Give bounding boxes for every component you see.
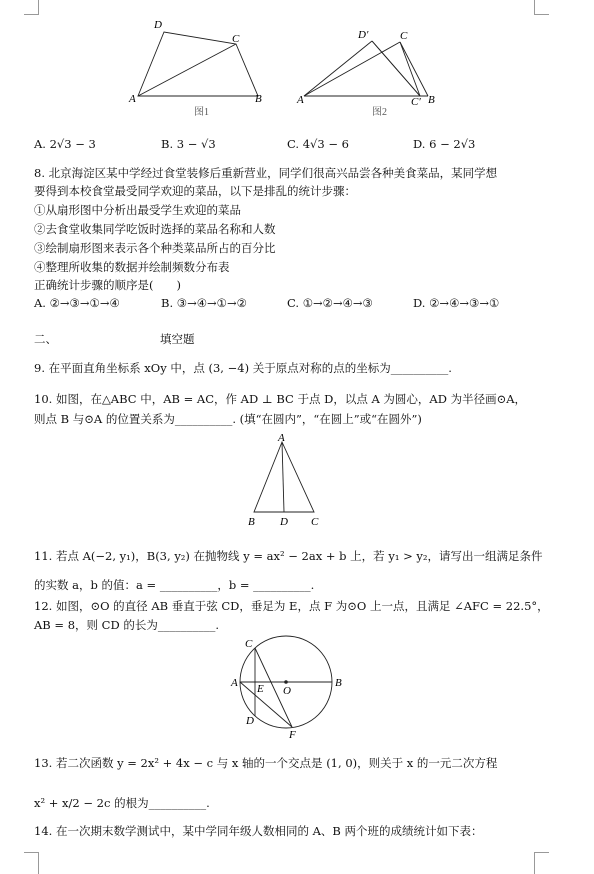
circ-label-A: A xyxy=(231,677,238,689)
fig1-label-A: A xyxy=(129,93,136,105)
q14-text: 14. 在一次期末数学测试中，某中学同年级人数相同的 A、B 两个班的成绩统计如下表： xyxy=(34,824,483,838)
q12-line-2: AB = 8，则 CD 的长为__________. xyxy=(34,618,220,632)
fig1-label-D: D xyxy=(154,19,162,31)
fig1-label-B: B xyxy=(255,93,262,105)
q7-option-c: C. 4√3 − 6 xyxy=(287,137,349,151)
circ-label-C: C xyxy=(245,638,253,650)
q8-prompt: 正确统计步骤的顺序是( ) xyxy=(34,278,181,292)
fig2-label-B: B xyxy=(428,94,435,106)
triangle-figure xyxy=(240,430,340,530)
crop-mark-bottom-right xyxy=(534,852,535,874)
figure-2 xyxy=(304,41,428,96)
q8-line-2: 要得到本校食堂最受同学欢迎的菜品，以下是排乱的统计步骤： xyxy=(34,184,356,198)
q8-option-a: A. ②→③→①→④ xyxy=(34,296,120,310)
section-2-title: 填空题 xyxy=(160,332,195,346)
q10-line-1: 10. 如图，在△ABC 中，AB = AC，作 AD ⊥ BC 于点 D，以点 A 为圆心，AD 为半径画⊙A， xyxy=(34,392,527,406)
crop-mark-top-left xyxy=(38,0,39,14)
tri-label-B: B xyxy=(248,516,255,528)
circ-label-B: B xyxy=(335,677,342,689)
crop-mark-top-right xyxy=(534,0,535,14)
q9-text: 9. 在平面直角坐标系 xOy 中，点 (3, −4) 关于原点对称的点的坐标为__________. xyxy=(34,361,452,375)
crop-mark-bottom-right-h xyxy=(534,852,549,853)
q8-option-b: B. ③→④→①→② xyxy=(161,296,247,310)
crop-mark-bottom-left-h xyxy=(24,852,39,853)
q13-line-1: 13. 若二次函数 y = 2x² + 4x − c 与 x 轴的一个交点是 (1, 0)，则关于 x 的一元二次方程 xyxy=(34,756,498,770)
tri-label-D: D xyxy=(280,516,288,528)
section-2-number: 二、 xyxy=(34,332,57,346)
circ-label-O: O xyxy=(283,685,291,697)
q8-line-1: 8. 北京海淀区某中学经过食堂装修后重新营业，同学们很高兴品尝各种美食菜品，某同学想 xyxy=(34,166,498,180)
q10-line-2: 则点 B 与⊙A 的位置关系为__________. (填“在圆内”，“在圆上”或“在圆外”) xyxy=(34,412,422,426)
q8-step-1: ①从扇形图中分析出最受学生欢迎的菜品 xyxy=(34,203,241,217)
circ-label-E: E xyxy=(257,683,264,695)
figures-1-2 xyxy=(120,12,450,122)
q11-line-1: 11. 若点 A(−2, y₁)，B(3, y₂) 在抛物线 y = ax² − 2ax + b 上，若 y₁ > y₂，请写出一组满足条件 xyxy=(34,549,543,563)
crop-mark-top-left-h xyxy=(24,14,39,15)
fig2-label-Dp: D′ xyxy=(358,29,369,41)
q13-line-2: x² + x/2 − 2c 的根为__________. xyxy=(34,796,210,810)
q12-line-1: 12. 如图，⊙O 的直径 AB 垂直于弦 CD，垂足为 E，点 F 为⊙O 上一点，且满足 ∠AFC = 22.5°， xyxy=(34,599,549,613)
fig2-caption: 图2 xyxy=(372,107,387,118)
crop-mark-bottom-left xyxy=(38,852,39,874)
q8-step-3: ③绘制扇形图来表示各个种类菜品所占的百分比 xyxy=(34,241,276,255)
circ-label-D: D xyxy=(246,715,254,727)
q8-option-d: D. ②→④→③→① xyxy=(413,296,500,310)
circ-label-F: F xyxy=(289,729,296,741)
fig1-label-C: C xyxy=(232,33,240,45)
fig2-label-A: A xyxy=(297,94,304,106)
tri-label-A: A xyxy=(278,432,285,444)
fig2-label-C: C xyxy=(400,30,408,42)
figure-1 xyxy=(138,32,258,96)
q7-option-b: B. 3 − √3 xyxy=(161,137,216,151)
center-dot xyxy=(284,680,288,684)
fig2-label-Cp: C′ xyxy=(411,96,421,108)
q11-line-2: 的实数 a，b 的值：a = __________，b = __________. xyxy=(34,578,315,592)
circle-figure xyxy=(228,632,348,742)
q8-step-2: ②去食堂收集同学吃饭时选择的菜品名称和人数 xyxy=(34,222,276,236)
crop-mark-top-right-h xyxy=(534,14,549,15)
q7-option-a: A. 2√3 − 3 xyxy=(34,137,96,151)
q7-option-d: D. 6 − 2√3 xyxy=(413,137,476,151)
q8-option-c: C. ①→②→④→③ xyxy=(287,296,373,310)
tri-label-C: C xyxy=(311,516,319,528)
q8-step-4: ④整理所收集的数据并绘制频数分布表 xyxy=(34,260,230,274)
fig1-caption: 图1 xyxy=(194,107,209,118)
